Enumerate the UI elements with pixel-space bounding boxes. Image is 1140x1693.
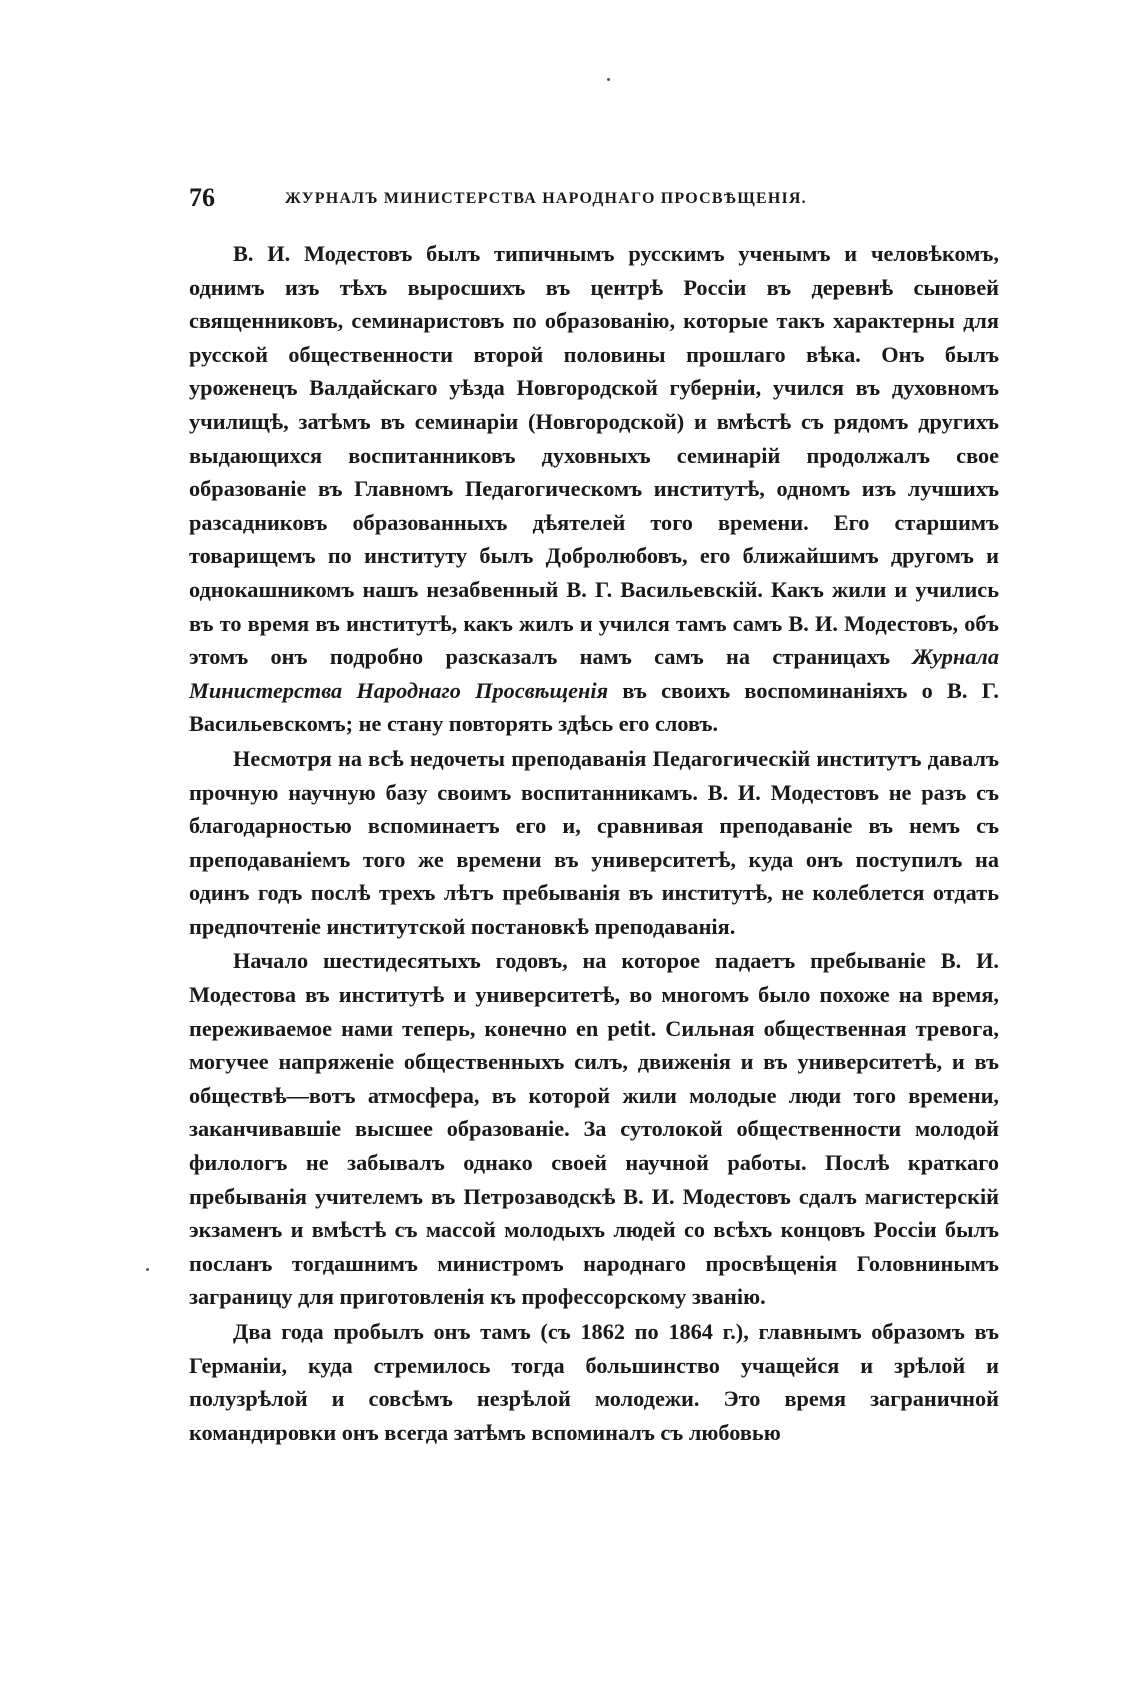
print-speck [146, 1268, 149, 1271]
paragraph-4: Два года пробылъ онъ тамъ (съ 1862 по 1864 г.), главнымъ образомъ въ Германіи, куда стремилось тогда большинство учащейся и зрѣлой и полузрѣлой и совсѣмъ незрѣлой молодежи. Это время заграничной командировки онъ всегда затѣмъ вспоминалъ съ любовью [189, 1319, 999, 1445]
paragraph-1-text-a: В. И. Модестовъ былъ типичнымъ русскимъ ученымъ и человѣкомъ, однимъ изъ тѣхъ выросшихъ въ центрѣ Россіи въ деревнѣ сыновей священниковъ, семинаристовъ по образованію, которые такъ характерны для русской общественности второй половины прошлаго вѣка. Онъ былъ уроженецъ Валдайскаго уѣзда Новгородской губерніи, учился въ духовномъ училищѣ, затѣмъ въ семинаріи (Новгородской) и вмѣстѣ съ рядомъ другихъ выдающихся воспитанниковъ духовныхъ семинарій продолжалъ свое образованіе въ Главномъ Педагогическомъ институтѣ, одномъ изъ лучшихъ разсадниковъ образованныхъ дѣятелей того времени. Его старшимъ товарищемъ по институту былъ Добролюбовъ, его ближайшимъ другомъ и однокашникомъ нашъ незабвенный В. Г. Васильевскій. Какъ жили и учились въ то время въ институтѣ, какъ жилъ и учился тамъ самъ В. И. Модестовъ, объ этомъ онъ подробно разсказалъ намъ самъ на страницахъ [189, 241, 999, 670]
print-speck [607, 78, 610, 81]
paragraph-2: Несмотря на всѣ недочеты преподаванія Педагогическій институтъ давалъ прочную научную базу своимъ воспитанникамъ. В. И. Модестовъ не разъ съ благодарностью вспоминаетъ его и, сравнивая преподаваніе въ немъ съ преподаваніемъ того же времени въ университетѣ, куда онъ поступилъ на одинъ годъ послѣ трехъ лѣтъ пребыванія въ институтѣ, не колеблется отдать предпочтеніе институтской постановкѣ преподаванія. [189, 745, 999, 939]
journal-title-italic: Журнала Министерства Народнаго Просвѣщенія [189, 644, 999, 703]
paragraph-3: Начало шестидесятыхъ годовъ, на которое падаетъ пребываніе В. И. Модестова въ институтѣ и университетѣ, во многомъ было похоже на время, переживаемое нами теперь, конечно en petit. Сильная общественная тревога, могучее напряженіе общественныхъ силъ, движенія и въ университетѣ, и въ обществѣ—вотъ атмосфера, въ которой жили молодые люди того времени, заканчивавшіе высшее образованіе. За сутолокой общественности молодой филологъ не забывалъ однако своей научной работы. Послѣ краткаго пребыванія учителемъ въ Петрозаводскѣ В. И. Модестовъ сдалъ магистерскій экзаменъ и вмѣстѣ съ массой молодыхъ людей со всѣхъ концовъ Россіи былъ посланъ тогдашнимъ министромъ народнаго просвѣщенія Головнинымъ заграницу для приготовленія къ профессорскому званію. [189, 948, 999, 1310]
body-text [189, 237, 999, 1449]
running-header [189, 180, 999, 216]
paragraph-1 [189, 237, 999, 741]
running-title: ЖУРНАЛЪ МИНИСТЕРСТВА НАРОДНАГО ПРОСВѢЩЕНІЯ. [285, 190, 807, 207]
paragraph-1-text-b: въ своихъ воспоминаніяхъ о В. Г. Васильевскомъ; не стану повторять здѣсь его словъ. [189, 677, 999, 737]
page-number: 76 [189, 183, 215, 212]
